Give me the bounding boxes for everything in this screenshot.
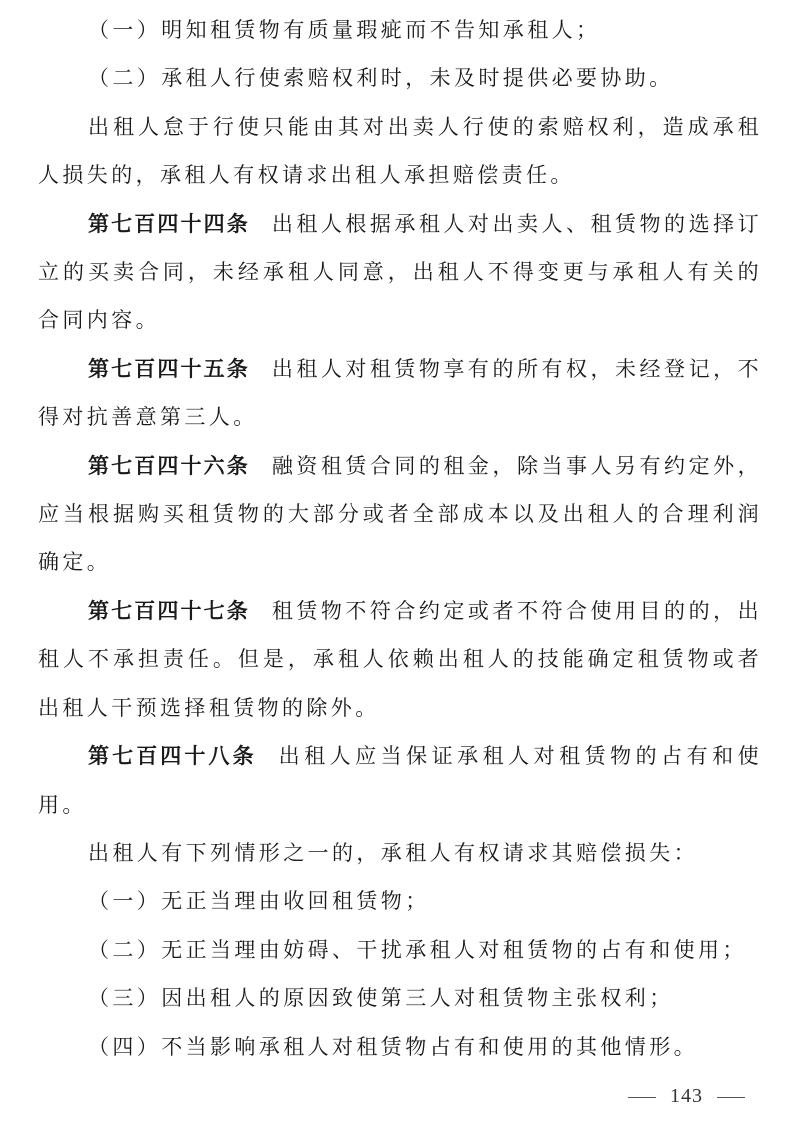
paragraph-item-2: （二）承租人行使索赔权利时，未及时提供必要协助。 [88,66,674,91]
article-748-title: 第七百四十八条 [88,744,257,769]
paragraph-case-3: （三）因出租人的原因致使第三人对租赁物主张权利； [88,986,674,1011]
page-number-value: 143 [670,1085,703,1107]
paragraph-case-2: （二）无正当理由妨碍、干扰承租人对租赁物的占有和使用； [88,937,747,962]
article-747-text: 租赁物不符合约定或者不符合使用目的的，出租人不承担责任。但是，承租人依赖出租人的技能确定租赁物或者出租人干预选择租赁物的除外。 [38,598,763,720]
article-744-title: 第七百四十四条 [88,211,250,236]
article-744-text: 出租人根据承租人对出卖人、租赁物的选择订立的买卖合同，未经承租人同意，出租人不得变更与承租人有关的合同内容。 [38,211,763,333]
article-748 [38,732,762,829]
page-number-right-dash [717,1097,745,1098]
article-747 [38,587,762,732]
article-746-title: 第七百四十六条 [88,453,250,478]
article-746-text: 融资租赁合同的租金，除当事人另有约定外，应当根据购买租赁物的大部分或者全部成本以及出租人的合理利润确定。 [38,453,763,575]
article-747-title: 第七百四十七条 [88,598,250,623]
page-number-left-dash [628,1097,656,1098]
article-744 [38,200,762,345]
page-number [614,1085,759,1108]
article-745-text: 出租人对租赁物享有的所有权，未经登记，不得对抗善意第三人。 [38,356,763,430]
paragraph-compensation-intro: 出租人有下列情形之一的，承租人有权请求其赔偿损失： [88,840,698,865]
article-746 [38,442,762,587]
paragraph-item-1: （一）明知租赁物有质量瑕疵而不告知承租人； [88,18,601,42]
page-body [38,6,762,1071]
article-748-text: 出租人应当保证承租人对租赁物的占有和使用。 [38,744,762,817]
paragraph-lessor-claim: 出租人怠于行使只能由其对出卖人行使的索赔权利，造成承租人损失的，承租人有权请求出租人承担赔偿责任。 [38,114,762,188]
article-745-title: 第七百四十五条 [88,356,250,381]
paragraph-case-1: （一）无正当理由收回租赁物； [88,889,430,914]
paragraph-case-4: （四）不当影响承租人对租赁物占有和使用的其他情形。 [88,1034,698,1059]
article-745 [38,345,762,442]
